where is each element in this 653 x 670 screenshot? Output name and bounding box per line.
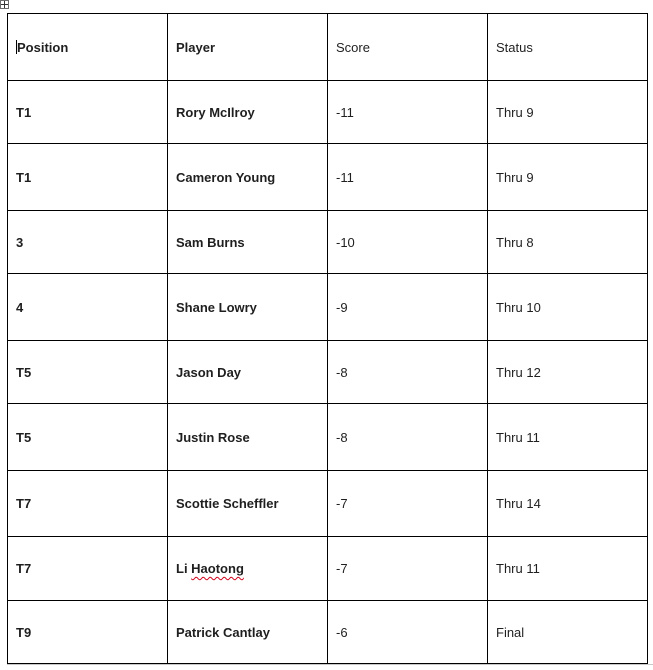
table-row [8, 537, 648, 601]
header-cell-status[interactable] [488, 14, 648, 81]
cell-player[interactable]: Cameron Young [168, 144, 328, 211]
cell-status[interactable]: Final [488, 601, 648, 664]
header-cell-position[interactable] [8, 14, 168, 81]
cell-player[interactable]: Sam Burns [168, 211, 328, 274]
cell-score[interactable]: -8 [328, 341, 488, 404]
header-player-label: Player [176, 39, 216, 55]
cell-player[interactable]: Shane Lowry [168, 274, 328, 341]
cell-score[interactable]: -10 [328, 211, 488, 274]
table-row [8, 341, 648, 404]
cell-position[interactable]: T7 [8, 537, 168, 601]
header-score-label: Score [336, 39, 370, 55]
cell-score[interactable]: -9 [328, 274, 488, 341]
cell-position[interactable]: T1 [8, 81, 168, 144]
cell-player[interactable]: Jason Day [168, 341, 328, 404]
header-cell-player[interactable] [168, 14, 328, 81]
cell-status[interactable]: Thru 14 [488, 471, 648, 537]
leaderboard-table [7, 13, 648, 664]
cell-status[interactable]: Thru 9 [488, 144, 648, 211]
table-row [8, 601, 648, 664]
table-move-handle-icon[interactable] [0, 0, 9, 9]
cell-score[interactable]: -7 [328, 537, 488, 601]
table-row [8, 471, 648, 537]
cell-position[interactable]: T5 [8, 341, 168, 404]
cell-status[interactable]: Thru 11 [488, 404, 648, 471]
header-status-label: Status [496, 39, 533, 55]
cell-position[interactable]: T1 [8, 144, 168, 211]
cell-score[interactable]: -11 [328, 81, 488, 144]
cell-player[interactable]: Patrick Cantlay [168, 601, 328, 664]
cell-position[interactable]: 4 [8, 274, 168, 341]
cell-player[interactable]: Scottie Scheffler [168, 471, 328, 537]
header-position-label: Position [17, 39, 69, 55]
cell-score[interactable]: -6 [328, 601, 488, 664]
spellcheck-flagged-word[interactable]: Haotong [191, 561, 244, 576]
cell-position[interactable]: T7 [8, 471, 168, 537]
table-row [8, 144, 648, 211]
cell-player-text: Li Haotong [176, 561, 244, 576]
cell-status[interactable]: Thru 9 [488, 81, 648, 144]
cell-score[interactable]: -7 [328, 471, 488, 537]
cell-position[interactable]: T5 [8, 404, 168, 471]
cell-status[interactable]: Thru 8 [488, 211, 648, 274]
cell-player[interactable] [168, 537, 328, 601]
table-row [8, 274, 648, 341]
table-row [8, 404, 648, 471]
cell-score[interactable]: -11 [328, 144, 488, 211]
cell-player[interactable]: Justin Rose [168, 404, 328, 471]
cell-status[interactable]: Thru 10 [488, 274, 648, 341]
cell-score[interactable]: -8 [328, 404, 488, 471]
cell-status[interactable]: Thru 11 [488, 537, 648, 601]
page-divider [7, 664, 653, 665]
cell-position[interactable]: T9 [8, 601, 168, 664]
cell-player[interactable]: Rory McIlroy [168, 81, 328, 144]
cell-status[interactable]: Thru 12 [488, 341, 648, 404]
cell-position[interactable]: 3 [8, 211, 168, 274]
table-row [8, 211, 648, 274]
header-cell-score[interactable] [328, 14, 488, 81]
table-row [8, 81, 648, 144]
table-header-row [8, 14, 648, 81]
